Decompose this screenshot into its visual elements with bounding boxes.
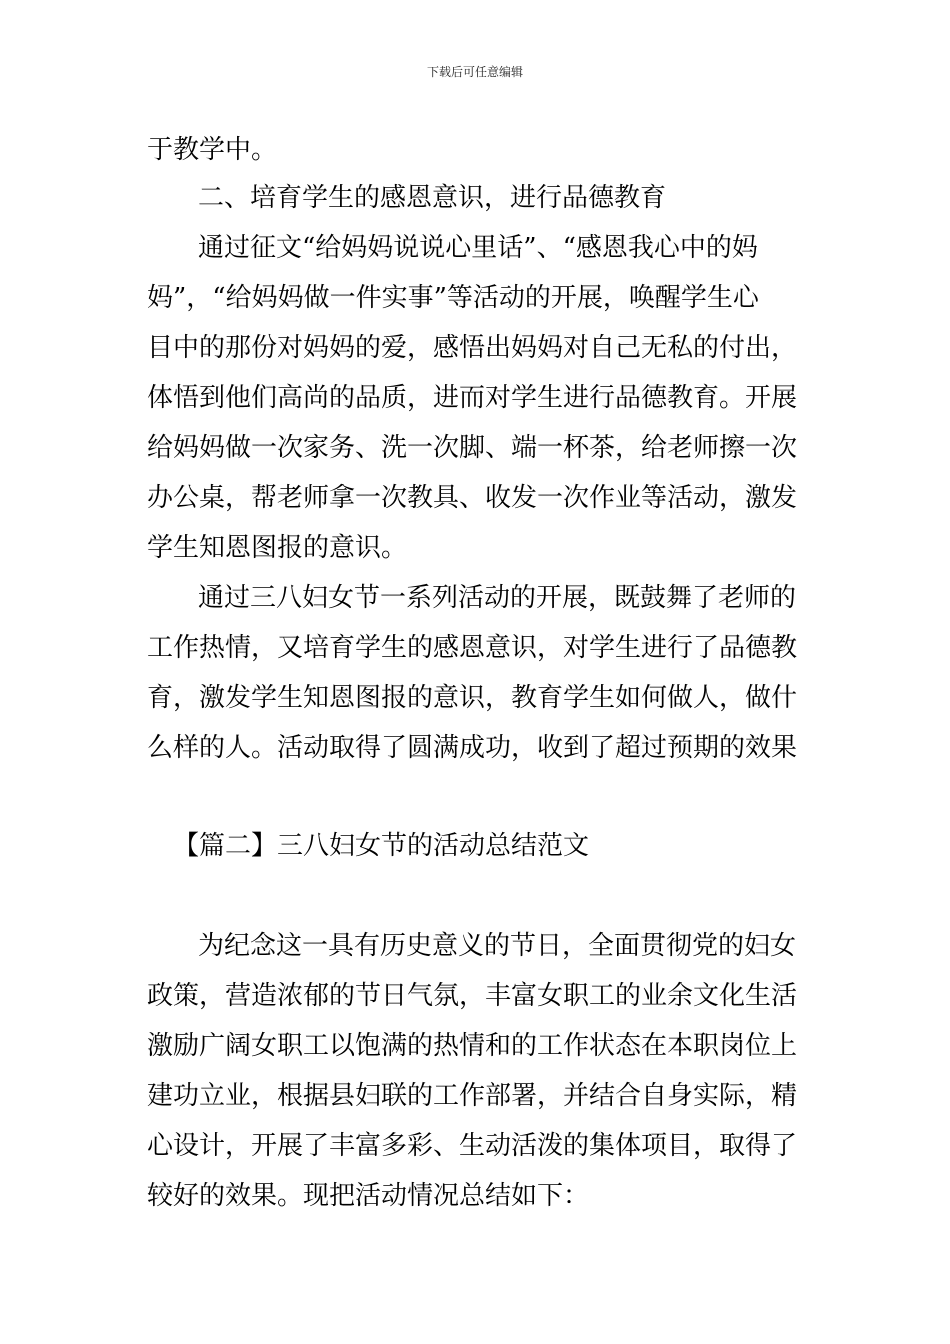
paragraph-line: 目中的那份对妈妈的爱，感悟出妈妈对自己无私的付出， [147,333,798,363]
paragraph-line: 通过征文“给妈妈说说心里话”、“感恩我心中的妈 [198,233,758,263]
section-heading: 二、培育学生的感恩意识，进行品德教育 [198,183,667,213]
paragraph-line: 么样的人。活动取得了圆满成功，收到了超过预期的效果 [147,733,798,763]
page-header: 下载后可任意编辑 [426,65,523,79]
paragraph-line: 较好的效果。现把活动情况总结如下： [147,1181,590,1211]
paragraph-line: 于教学中。 [147,135,278,165]
paragraph-line: 办公桌，帮老师拿一次教具、收发一次作业等活动，激发 [147,483,798,513]
paragraph-line: 体悟到他们高尚的品质，进而对学生进行品德教育。开展 [147,383,798,413]
paragraph-line: 心设计，开展了丰富多彩、生动活泼的集体项目，取得了 [147,1131,798,1161]
paragraph-line: 政策，营造浓郁的节日气氛，丰富女职工的业余文化生活 [147,981,798,1011]
paragraph-line: 育，激发学生知恩图报的意识，教育学生如何做人，做什 [147,683,798,713]
paragraph-line: 妈”，“给妈妈做一件实事”等活动的开展，唤醒学生心 [147,283,759,313]
paragraph-line: 建功立业，根据县妇联的工作部署，并结合自身实际，精 [147,1081,798,1111]
paragraph-line: 激励广阔女职工以饱满的热情和的工作状态在本职岗位上 [147,1031,798,1061]
paragraph-line: 学生知恩图报的意识。 [147,533,408,563]
paragraph-line: 给妈妈做一次家务、洗一次脚、端一杯茶，给老师擦一次 [147,433,798,463]
paragraph-line: 为纪念这一具有历史意义的节日，全面贯彻党的妇女 [198,931,797,961]
paragraph-line: 通过三八妇女节一系列活动的开展，既鼓舞了老师的 [198,583,797,613]
section-title: 【篇二】三八妇女节的活动总结范文 [173,831,590,861]
paragraph-line: 工作热情，又培育学生的感恩意识，对学生进行了品德教 [147,633,798,663]
